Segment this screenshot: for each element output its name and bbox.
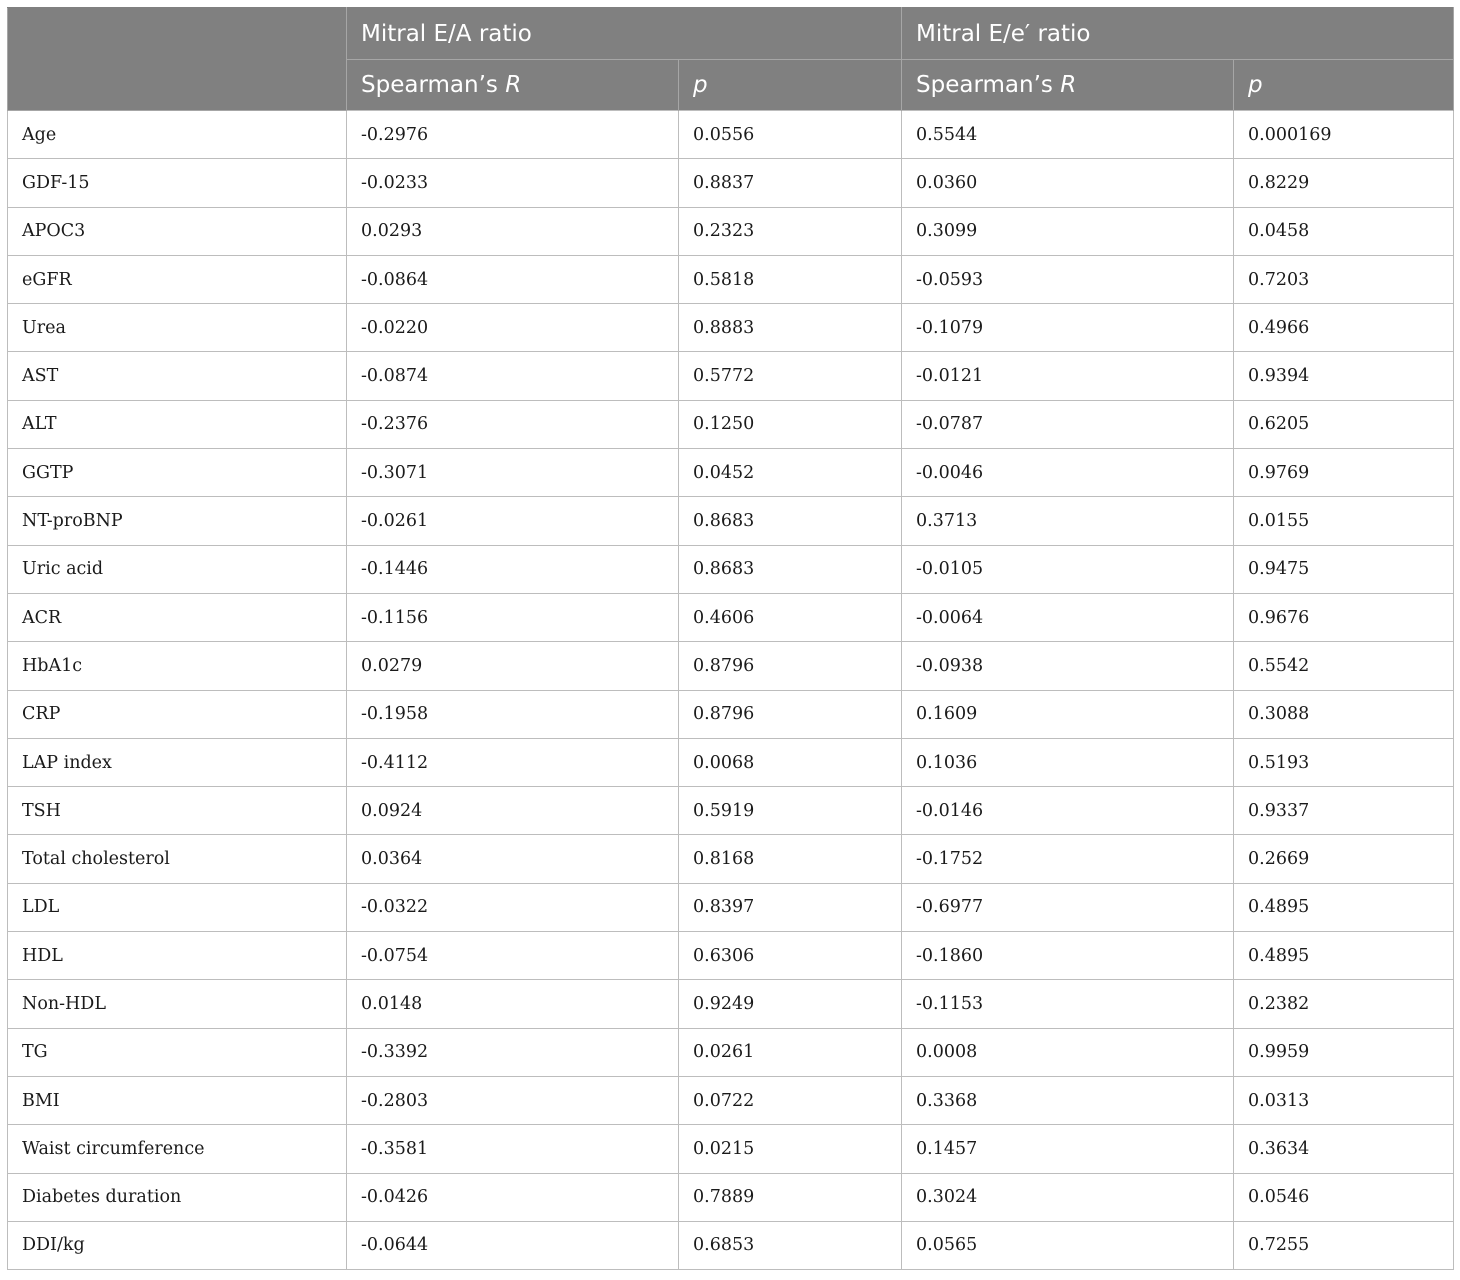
ee-spearman-cell: -0.1079: [902, 304, 1234, 352]
row-label-cell: BMI: [8, 1076, 347, 1124]
ee-p-cell: 0.2669: [1234, 835, 1454, 883]
table-row: [8, 593, 1454, 641]
ea-p-cell: 0.5919: [679, 787, 902, 835]
ea-p-cell: 0.8796: [679, 690, 902, 738]
ea-spearman-cell: 0.0148: [347, 980, 679, 1028]
ea-spearman-cell: -0.3581: [347, 1125, 679, 1173]
table-row: [8, 883, 1454, 931]
ee-spearman-cell: 0.1036: [902, 738, 1234, 786]
table-header: [8, 8, 1454, 111]
ea-spearman-cell: -0.0261: [347, 497, 679, 545]
ea-spearman-cell: -0.0233: [347, 159, 679, 207]
ee-spearman-cell: -0.6977: [902, 883, 1234, 931]
ea-p-cell: 0.8397: [679, 883, 902, 931]
ea-p-cell: 0.5818: [679, 255, 902, 303]
ee-spearman-cell: -0.0938: [902, 642, 1234, 690]
table-row: [8, 352, 1454, 400]
row-label-cell: Diabetes duration: [8, 1173, 347, 1221]
ee-p-cell: 0.2382: [1234, 980, 1454, 1028]
header-ea-spearman: [347, 60, 679, 111]
header-ee-p: [1234, 60, 1454, 111]
spearman-prefix: Spearman’s: [361, 72, 506, 98]
ee-p-cell: 0.5193: [1234, 738, 1454, 786]
ee-spearman-cell: 0.0360: [902, 159, 1234, 207]
ea-p-cell: 0.0556: [679, 111, 902, 159]
ee-spearman-cell: 0.3099: [902, 207, 1234, 255]
ee-p-cell: 0.9337: [1234, 787, 1454, 835]
ee-spearman-cell: -0.1153: [902, 980, 1234, 1028]
table-row: [8, 1028, 1454, 1076]
table-row: [8, 255, 1454, 303]
table-row: [8, 207, 1454, 255]
ee-p-cell: 0.9676: [1234, 593, 1454, 641]
ee-p-cell: 0.3088: [1234, 690, 1454, 738]
ee-p-cell: 0.4895: [1234, 883, 1454, 931]
spearman-symbol: R: [1060, 72, 1077, 98]
ea-p-cell: 0.0068: [679, 738, 902, 786]
ea-spearman-cell: -0.4112: [347, 738, 679, 786]
ea-p-cell: 0.7889: [679, 1173, 902, 1221]
row-label-cell: GDF-15: [8, 159, 347, 207]
ea-spearman-cell: -0.0220: [347, 304, 679, 352]
ea-p-cell: 0.0261: [679, 1028, 902, 1076]
table-row: [8, 738, 1454, 786]
ee-p-cell: 0.0313: [1234, 1076, 1454, 1124]
row-label-cell: ALT: [8, 400, 347, 448]
row-label-cell: TG: [8, 1028, 347, 1076]
ee-spearman-cell: -0.0787: [902, 400, 1234, 448]
ee-spearman-cell: -0.0105: [902, 545, 1234, 593]
ee-p-cell: 0.9394: [1234, 352, 1454, 400]
correlation-table: [7, 7, 1454, 1270]
ee-spearman-cell: 0.0008: [902, 1028, 1234, 1076]
ee-spearman-cell: -0.1752: [902, 835, 1234, 883]
ea-p-cell: 0.8683: [679, 545, 902, 593]
header-group-ea: Mitral E/A ratio: [347, 8, 902, 60]
ea-spearman-cell: -0.2376: [347, 400, 679, 448]
ea-spearman-cell: 0.0364: [347, 835, 679, 883]
ea-spearman-cell: -0.2803: [347, 1076, 679, 1124]
ea-spearman-cell: -0.1446: [347, 545, 679, 593]
ea-p-cell: 0.0722: [679, 1076, 902, 1124]
header-ee-spearman: [902, 60, 1234, 111]
table-body: [8, 111, 1454, 1270]
row-label-cell: Uric acid: [8, 545, 347, 593]
ee-p-cell: 0.8229: [1234, 159, 1454, 207]
row-label-cell: HbA1c: [8, 642, 347, 690]
ee-spearman-cell: -0.1860: [902, 932, 1234, 980]
row-label-cell: Waist circumference: [8, 1125, 347, 1173]
table-row: [8, 159, 1454, 207]
row-label-cell: AST: [8, 352, 347, 400]
row-label-cell: TSH: [8, 787, 347, 835]
table-row: [8, 1221, 1454, 1269]
ea-spearman-cell: -0.2976: [347, 111, 679, 159]
table-row: [8, 835, 1454, 883]
ea-spearman-cell: -0.0322: [347, 883, 679, 931]
ea-spearman-cell: -0.0644: [347, 1221, 679, 1269]
ea-spearman-cell: -0.3071: [347, 449, 679, 497]
ee-spearman-cell: 0.3368: [902, 1076, 1234, 1124]
table-row: [8, 449, 1454, 497]
ea-p-cell: 0.1250: [679, 400, 902, 448]
ea-p-cell: 0.5772: [679, 352, 902, 400]
ea-spearman-cell: 0.0279: [347, 642, 679, 690]
ea-spearman-cell: -0.0864: [347, 255, 679, 303]
row-label-cell: Total cholesterol: [8, 835, 347, 883]
table-row: [8, 400, 1454, 448]
ea-p-cell: 0.2323: [679, 207, 902, 255]
ee-p-cell: 0.6205: [1234, 400, 1454, 448]
ee-p-cell: 0.4895: [1234, 932, 1454, 980]
ee-p-cell: 0.000169: [1234, 111, 1454, 159]
ea-p-cell: 0.8796: [679, 642, 902, 690]
table-row: [8, 304, 1454, 352]
ee-spearman-cell: -0.0146: [902, 787, 1234, 835]
row-label-cell: HDL: [8, 932, 347, 980]
row-label-cell: Urea: [8, 304, 347, 352]
row-label-cell: APOC3: [8, 207, 347, 255]
ee-spearman-cell: -0.0121: [902, 352, 1234, 400]
row-label-cell: CRP: [8, 690, 347, 738]
ea-spearman-cell: -0.0874: [347, 352, 679, 400]
ee-p-cell: 0.9475: [1234, 545, 1454, 593]
ee-p-cell: 0.7255: [1234, 1221, 1454, 1269]
ee-spearman-cell: 0.5544: [902, 111, 1234, 159]
row-label-cell: Non-HDL: [8, 980, 347, 1028]
table-row: [8, 497, 1454, 545]
ee-spearman-cell: 0.1457: [902, 1125, 1234, 1173]
ea-spearman-cell: -0.0426: [347, 1173, 679, 1221]
row-label-cell: NT-proBNP: [8, 497, 347, 545]
spearman-prefix: Spearman’s: [916, 72, 1061, 98]
ee-p-cell: 0.9769: [1234, 449, 1454, 497]
spearman-symbol: R: [505, 72, 522, 98]
table-row: [8, 787, 1454, 835]
table-row: [8, 1076, 1454, 1124]
ea-p-cell: 0.9249: [679, 980, 902, 1028]
ea-p-cell: 0.8883: [679, 304, 902, 352]
table-row: [8, 111, 1454, 159]
ea-p-cell: 0.8837: [679, 159, 902, 207]
table-row: [8, 1173, 1454, 1221]
row-label-cell: ACR: [8, 593, 347, 641]
ea-spearman-cell: -0.1958: [347, 690, 679, 738]
row-label-cell: eGFR: [8, 255, 347, 303]
ea-spearman-cell: -0.1156: [347, 593, 679, 641]
row-label-cell: DDI/kg: [8, 1221, 347, 1269]
ee-p-cell: 0.3634: [1234, 1125, 1454, 1173]
ee-p-cell: 0.7203: [1234, 255, 1454, 303]
ee-spearman-cell: 0.3024: [902, 1173, 1234, 1221]
ea-p-cell: 0.6853: [679, 1221, 902, 1269]
header-group-ee: Mitral E/e′ ratio: [902, 8, 1454, 60]
ee-p-cell: 0.0546: [1234, 1173, 1454, 1221]
ee-spearman-cell: 0.1609: [902, 690, 1234, 738]
ee-spearman-cell: -0.0064: [902, 593, 1234, 641]
table-row: [8, 1125, 1454, 1173]
header-ea-p: [679, 60, 902, 111]
p-symbol: p: [693, 72, 708, 98]
ea-p-cell: 0.8683: [679, 497, 902, 545]
row-label-cell: LDL: [8, 883, 347, 931]
ea-p-cell: 0.6306: [679, 932, 902, 980]
ee-p-cell: 0.9959: [1234, 1028, 1454, 1076]
ee-p-cell: 0.5542: [1234, 642, 1454, 690]
header-corner-cell: [8, 8, 347, 111]
row-label-cell: Age: [8, 111, 347, 159]
ea-spearman-cell: 0.0924: [347, 787, 679, 835]
row-label-cell: GGTP: [8, 449, 347, 497]
ee-spearman-cell: -0.0593: [902, 255, 1234, 303]
table-row: [8, 932, 1454, 980]
row-label-cell: LAP index: [8, 738, 347, 786]
p-symbol: p: [1248, 72, 1263, 98]
ea-p-cell: 0.0452: [679, 449, 902, 497]
header-row-groups: [8, 8, 1454, 60]
ea-p-cell: 0.8168: [679, 835, 902, 883]
ee-p-cell: 0.0155: [1234, 497, 1454, 545]
ea-spearman-cell: -0.0754: [347, 932, 679, 980]
ee-spearman-cell: 0.0565: [902, 1221, 1234, 1269]
ea-spearman-cell: 0.0293: [347, 207, 679, 255]
table-row: [8, 980, 1454, 1028]
ee-p-cell: 0.0458: [1234, 207, 1454, 255]
ea-p-cell: 0.0215: [679, 1125, 902, 1173]
table-row: [8, 545, 1454, 593]
table-row: [8, 642, 1454, 690]
ee-p-cell: 0.4966: [1234, 304, 1454, 352]
ea-p-cell: 0.4606: [679, 593, 902, 641]
ea-spearman-cell: -0.3392: [347, 1028, 679, 1076]
table-row: [8, 690, 1454, 738]
ee-spearman-cell: -0.0046: [902, 449, 1234, 497]
ee-spearman-cell: 0.3713: [902, 497, 1234, 545]
